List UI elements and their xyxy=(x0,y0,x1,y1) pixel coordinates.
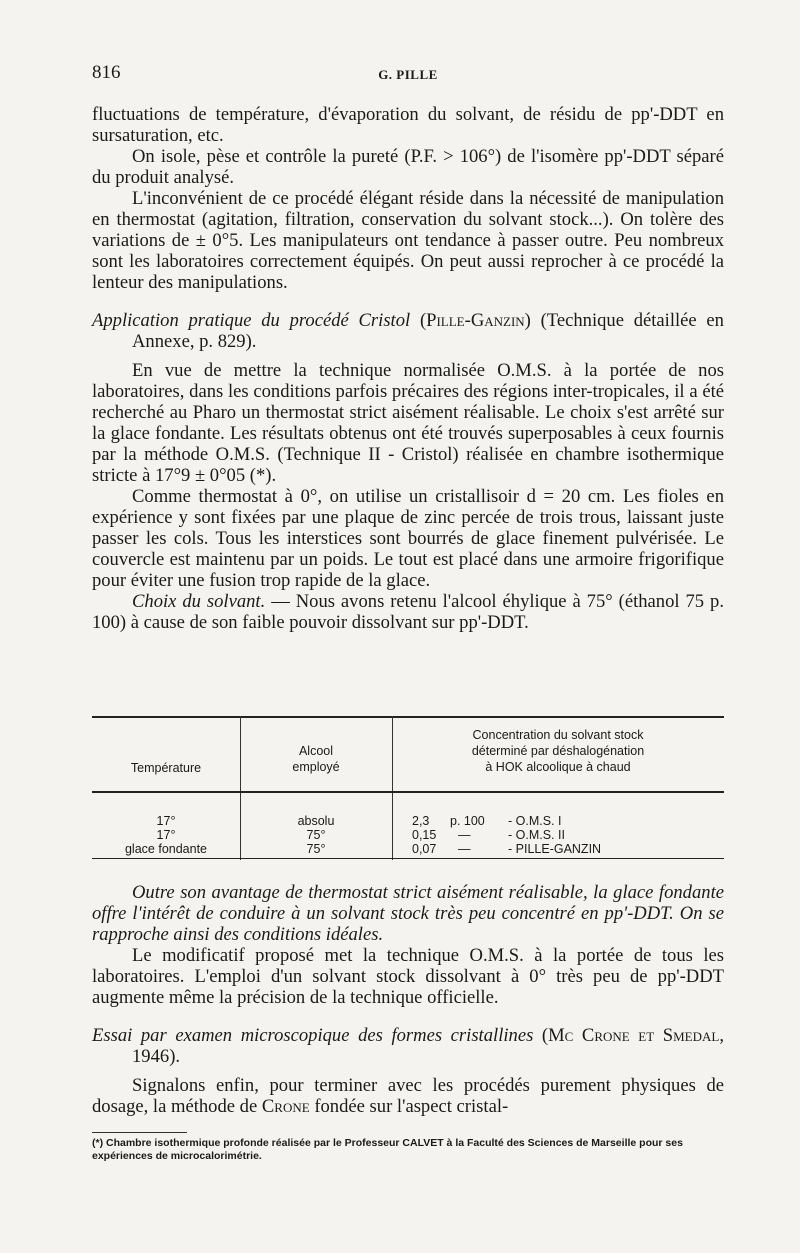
page-number: 816 xyxy=(92,62,121,83)
cell-concentration: 0,07 xyxy=(412,842,437,856)
header-concentration-1: Concentration du solvant stock xyxy=(472,728,644,742)
header-temperature: Température xyxy=(130,761,202,775)
table-bottom-rule xyxy=(92,858,724,859)
text-block-top xyxy=(92,104,724,633)
running-head: G. PILLE xyxy=(378,67,438,82)
cell-method: - O.M.S. II xyxy=(508,828,565,842)
cell-method: - PILLE-GANZIN xyxy=(508,842,602,856)
cell-concentration: 2,3 xyxy=(412,814,430,828)
paragraph-oms: En vue de mettre la technique normalisée O.M.S. à la portée de nos laboratoires, dans les conditions parfois précaires des régions inter-tropicales, il a été recherché au Pharo un thermostat strict aisément réalisable. Le choix s'est arrêté sur la glace fondante. Les résultats obtenus ont été trouvés superposables à ceux fournis par la méthode O.M.S. (Technique II - Cristol) réalisée en chambre isothermique stricte à 17°9 ± 0°05 (*). xyxy=(92,360,724,486)
cell-unit: p. 100 xyxy=(450,814,485,828)
cell-temperature: 17° xyxy=(156,828,176,842)
section-title: Application pratique du procédé Cristol xyxy=(92,310,411,331)
paragraph-solvent-choice xyxy=(92,591,724,633)
paragraph-modification: Le modificatif proposé met la technique O.M.S. à la portée de tous les laboratoires. L'emploi d'un solvant stock dissolvant à 0° très peu de pp'-DDT augmente même la précision de la technique officielle. xyxy=(92,945,724,1008)
section-rest: (Technique détaillée en Annexe, p. 829). xyxy=(132,310,724,352)
paragraph-advantage: Outre son avantage de thermostat strict aisément réalisable, la glace fondante offre l'intérêt de conduire à un solvant stock très peu concentré en pp'-DDT. On se rapproche ainsi des conditions idéales. xyxy=(92,882,724,945)
paragraph-continuation: fluctuations de température, d'évaporation du solvant, de résidu de pp'-DDT en sursaturation, etc. xyxy=(92,104,724,146)
footnote-rule xyxy=(92,1132,187,1133)
header-alcool-1: Alcool xyxy=(298,744,334,758)
text-block-bottom xyxy=(92,882,724,1117)
data-table xyxy=(92,712,724,860)
paragraph-isolation: On isole, pèse et contrôle la pureté (P.F. > 106°) de l'isomère pp'-DDT séparé du produit analysé. xyxy=(92,146,724,188)
header-alcool-2: employé xyxy=(292,760,340,774)
section-authors: (Pille-Ganzin) xyxy=(419,310,531,331)
cell-unit: — xyxy=(458,828,471,842)
section-authors: (Mc Crone et Smedal, 1946). xyxy=(132,1025,724,1067)
cell-temperature: 17° xyxy=(156,814,176,828)
cell-unit: — xyxy=(458,842,471,856)
solvent-rest: — Nous avons retenu l'alcool éhylique à 75° (éthanol 75 p. 100) à cause de son faible pouvoir dissolvant sur pp'-DDT. xyxy=(92,591,724,633)
section-heading-application xyxy=(92,310,724,352)
table-top-rule xyxy=(92,716,724,718)
cell-alcool: 75° xyxy=(306,842,326,856)
paragraph-crone xyxy=(92,1075,724,1117)
paragraph-inconvenient: L'inconvénient de ce procédé élégant réside dans la nécessité de manipulation en thermostat (agitation, filtration, conservation du solvant stock...). On tolère des variations de ± 0°5. Les manipulateurs ont tendance à passer outre. Peu nombreux sont les laboratoires correctement équipés. On peut aussi reprocher à ce procédé la lenteur des manipulations. xyxy=(92,188,724,293)
section-heading-microscopy xyxy=(92,1025,724,1067)
paragraph-thermostat: Comme thermostat à 0°, on utilise un cristallisoir d = 20 cm. Les fioles en expérience y sont fixées par une plaque de zinc percée de trois trous, laissant juste passer les cols. Tous les interstices sont bourrés de glace finement pulvérisée. Le couvercle est maintenu par un poids. Le tout est placé dans une armoire frigorifique pour éviter une fusion trop rapide de la glace. xyxy=(92,486,724,591)
header-concentration-2: déterminé par déshalogénation xyxy=(471,744,645,758)
header-concentration-3: à HOK alcoolique à chaud xyxy=(485,760,631,774)
cell-method: - O.M.S. I xyxy=(508,814,562,828)
page-header xyxy=(92,62,724,90)
cell-alcool: absolu xyxy=(297,814,335,828)
cell-concentration: 0,15 xyxy=(412,828,437,842)
solvent-lead: Choix du solvant. xyxy=(132,591,266,612)
section-title: Essai par examen microscopique des formes cristallines xyxy=(92,1025,534,1046)
crone-name: Crone xyxy=(261,1096,310,1117)
table-header-rule xyxy=(92,791,724,793)
crone-start: Signalons enfin, pour terminer avec les procédés purement physiques de dosage, la méthode de xyxy=(92,1075,724,1117)
crone-end: fondée sur l'aspect cristal- xyxy=(309,1096,509,1117)
footnote: (*) Chambre isothermique profonde réalisée par le Professeur CALVET à la Faculté des Sciences de Marseille pour ses expériences de microcalorimétrie. xyxy=(92,1137,683,1162)
cell-temperature: glace fondante xyxy=(124,842,207,856)
cell-alcool: 75° xyxy=(306,828,326,842)
